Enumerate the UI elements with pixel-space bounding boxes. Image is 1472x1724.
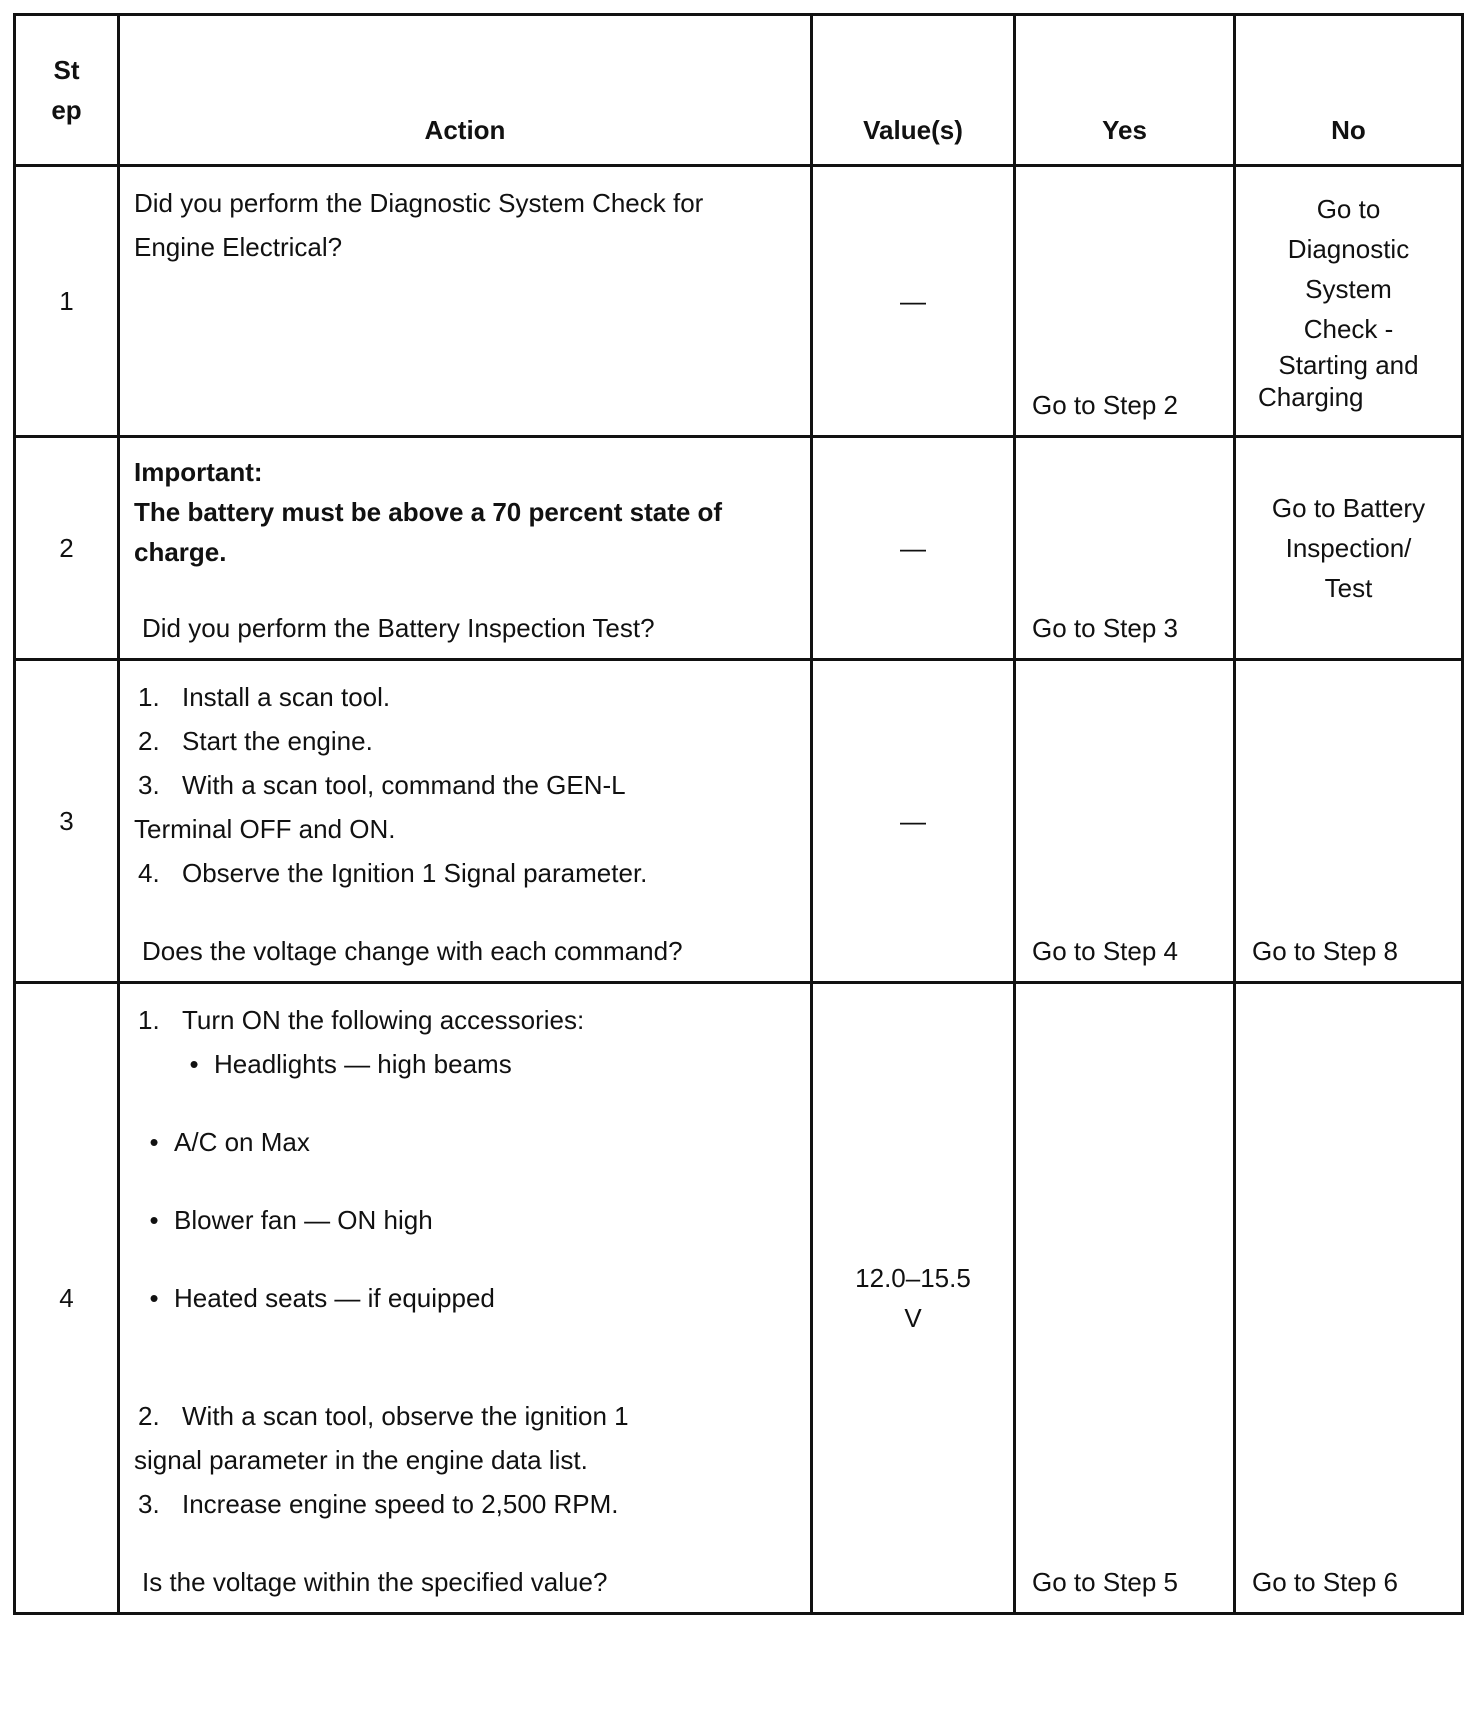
item-text: Install a scan tool. <box>182 682 391 712</box>
no-text: Go to <box>1316 194 1381 224</box>
bullet-text: Headlights — high beams <box>214 1049 512 1079</box>
question-text: Is the voltage within the specified value? <box>142 1567 608 1597</box>
no-cell: Go to Step 8 <box>1235 660 1463 983</box>
item-text: With a scan tool, command the GEN-L <box>182 770 626 800</box>
header-action: Action <box>119 15 812 166</box>
item-number: 4. <box>138 858 160 888</box>
list-item <box>134 998 796 1042</box>
item-continuation: Terminal OFF and ON. <box>134 814 396 844</box>
list-item <box>134 675 796 719</box>
bullet-icon: • <box>149 1205 159 1235</box>
bullet-text: Blower fan — ON high <box>174 1205 433 1235</box>
list-item <box>134 851 796 895</box>
yes-cell: Go to Step 2 <box>1015 166 1235 437</box>
table-row <box>15 660 1463 983</box>
no-cell <box>1235 437 1463 660</box>
table-row <box>15 983 1463 1614</box>
no-text: Inspection/ <box>1285 533 1412 563</box>
step-number: 1 <box>15 166 119 437</box>
no-text: Go to Battery <box>1271 493 1426 523</box>
action-cell <box>119 983 812 1614</box>
no-text: Charging <box>1258 382 1364 412</box>
bullet-text: A/C on Max <box>174 1127 310 1157</box>
action-cell <box>119 437 812 660</box>
step-number: 3 <box>15 660 119 983</box>
important-label: Important: <box>134 457 263 487</box>
diagnostic-table <box>13 13 1464 1615</box>
no-text: Check - <box>1303 314 1394 344</box>
item-number: 2. <box>138 726 160 756</box>
bullet-item <box>134 1120 796 1164</box>
value-cell <box>812 983 1015 1614</box>
action-cell <box>119 166 812 437</box>
sub-bullet-item <box>134 1042 796 1086</box>
value-cell: — <box>812 166 1015 437</box>
item-text: Start the engine. <box>182 726 373 756</box>
item-text: Turn ON the following accessories: <box>182 1005 585 1035</box>
bullet-text: Heated seats — if equipped <box>174 1283 495 1313</box>
action-text: Did you perform the Diagnostic System Check for <box>134 188 704 218</box>
important-text: charge. <box>134 537 227 567</box>
no-cell <box>1235 166 1463 437</box>
question-text: Does the voltage change with each command? <box>142 936 683 966</box>
header-yes: Yes <box>1015 15 1235 166</box>
yes-cell: Go to Step 5 <box>1015 983 1235 1614</box>
item-number: 3. <box>138 770 160 800</box>
diagnostic-table-container <box>13 13 1461 1615</box>
list-item <box>134 719 796 763</box>
header-row <box>15 15 1463 166</box>
header-step-line2: ep <box>51 95 82 125</box>
question-text: Did you perform the Battery Inspection Test? <box>142 613 655 643</box>
item-number: 1. <box>138 1005 160 1035</box>
yes-cell: Go to Step 4 <box>1015 660 1235 983</box>
header-no: No <box>1235 15 1463 166</box>
list-item <box>134 1394 796 1438</box>
no-text: Starting and <box>1278 350 1419 380</box>
yes-cell: Go to Step 3 <box>1015 437 1235 660</box>
step-number: 4 <box>15 983 119 1614</box>
item-number: 3. <box>138 1489 160 1519</box>
value-cell: — <box>812 660 1015 983</box>
no-cell: Go to Step 6 <box>1235 983 1463 1614</box>
item-number: 1. <box>138 682 160 712</box>
item-number: 2. <box>138 1401 160 1431</box>
item-continuation: signal parameter in the engine data list. <box>134 1445 588 1475</box>
item-text: Observe the Ignition 1 Signal parameter. <box>182 858 648 888</box>
bullet-icon: • <box>189 1049 199 1079</box>
item-text: With a scan tool, observe the ignition 1 <box>182 1401 629 1431</box>
action-text: Engine Electrical? <box>134 232 343 262</box>
list-item <box>134 1482 796 1526</box>
no-text: Test <box>1324 573 1373 603</box>
bullet-item <box>134 1198 796 1242</box>
bullet-icon: • <box>149 1283 159 1313</box>
header-values: Value(s) <box>812 15 1015 166</box>
no-text: Diagnostic <box>1287 234 1410 264</box>
value-unit: V <box>904 1303 922 1333</box>
table-row <box>15 166 1463 437</box>
bullet-icon: • <box>149 1127 159 1157</box>
header-step-line1: St <box>53 55 80 85</box>
value-text: 12.0–15.5 <box>855 1263 971 1293</box>
step-number: 2 <box>15 437 119 660</box>
action-cell <box>119 660 812 983</box>
item-text: Increase engine speed to 2,500 RPM. <box>182 1489 619 1519</box>
table-row <box>15 437 1463 660</box>
list-item <box>134 763 796 807</box>
header-step <box>15 15 119 166</box>
important-text: The battery must be above a 70 percent state of <box>134 497 723 527</box>
bullet-item <box>134 1276 796 1320</box>
no-text: System <box>1305 274 1392 304</box>
value-cell: — <box>812 437 1015 660</box>
